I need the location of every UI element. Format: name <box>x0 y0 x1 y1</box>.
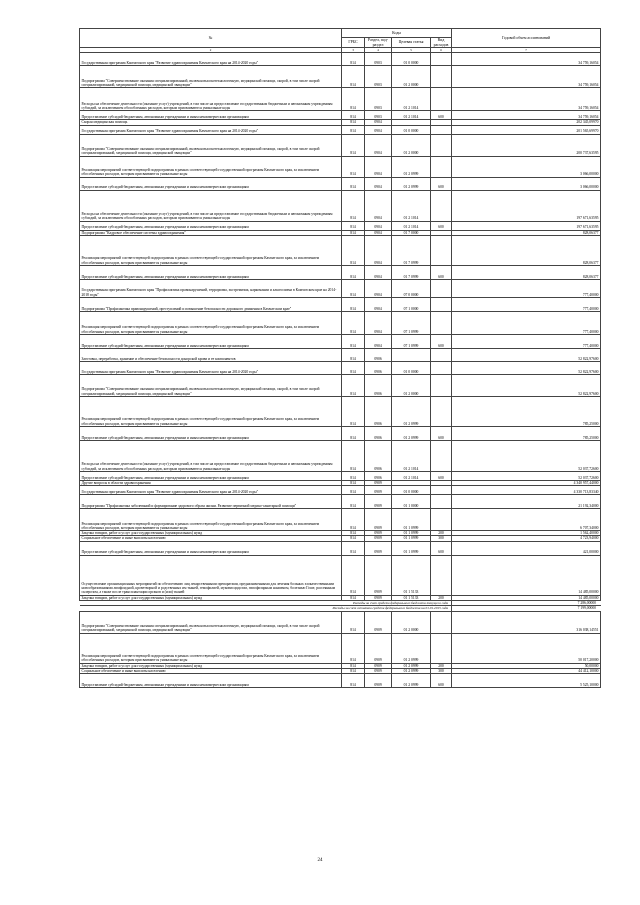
annual-sum: 201 565,69970 <box>452 125 601 134</box>
annual-sum: 52 822,97600 <box>452 361 601 374</box>
razdel-code: 0909 <box>365 595 392 600</box>
header-number: № <box>80 29 342 48</box>
target-article-code <box>392 348 431 361</box>
expense-item-name: Предоставление субсидий бюджетным, автономным учреждениям и иным некоммерческим организациям <box>80 471 342 480</box>
expense-type-code <box>431 495 452 509</box>
annual-sum: 34 759,16054 <box>452 88 601 111</box>
razdel-code: 0909 <box>365 495 392 509</box>
expense-item-name: Реализация мероприятий соответствующей подпрограммы в рамках соответствующей государственной программы Камчатского края, за исключением обособленных расходов, которым присваиваются уникальные коды <box>80 633 342 663</box>
column-number: 4 <box>365 48 392 53</box>
annual-sum: 828,06377 <box>452 230 601 235</box>
target-article-code: 01 0 0000 <box>392 53 431 66</box>
expense-item-name: Подпрограмма "Совершенствование оказания специализированной, включая высокотехнологичную, медицинской помощи, скорой, в том числе скорой специализированной, медицинской помощи, медицинской эвакуации" <box>80 611 342 633</box>
expense-type-code <box>431 156 452 177</box>
table-row <box>80 334 601 348</box>
annual-sum: 4 330 713,83340 <box>452 486 601 495</box>
razdel-code: 0904 <box>365 279 392 297</box>
table-row <box>80 190 601 221</box>
expense-type-code: 600 <box>431 541 452 555</box>
annual-sum: 421,00000 <box>452 541 601 555</box>
expense-item-name: Заготовка, переработка, хранение и обеспечение безопасности донорской крови и ее компонентов <box>80 348 342 361</box>
annual-sum: 34 759,16054 <box>452 66 601 88</box>
page-number: 24 <box>317 858 323 863</box>
table-row <box>80 134 601 156</box>
expense-item-name: Подпрограмма "Совершенствование оказания специализированной, включая высокотехнологичную, медицинской помощи, скорой, в том числе скорой специализированной, медицинской помощи, медицинской эвакуации" <box>80 66 342 88</box>
expense-type-code: 300 <box>431 668 452 673</box>
grbs-code: 814 <box>342 134 365 156</box>
note-label: Расходы за счет средств федерального бюджета текущего года <box>80 601 452 606</box>
grbs-code: 814 <box>342 536 365 541</box>
expense-type-code: 600 <box>431 674 452 688</box>
expense-item-name: Закупка товаров, работ и услуг для государственных (муниципальных) нужд <box>80 595 342 600</box>
grbs-code: 814 <box>342 611 365 633</box>
table-row <box>80 611 601 633</box>
target-article-code: 01 1 0000 <box>392 495 431 509</box>
annual-sum: 50 017,20000 <box>452 633 601 663</box>
expense-type-code <box>431 235 452 265</box>
expense-item-name: Подпрограмма "Совершенствование оказания специализированной, включая высокотехнологичную, медицинской помощи, скорой, в том числе скорой специализированной, медицинской помощи, медицинской эвакуации" <box>80 134 342 156</box>
target-article-code: 01 2 0000 <box>392 611 431 633</box>
expense-type-code: 200 <box>431 531 452 536</box>
table-row <box>80 221 601 230</box>
target-article-code: 01 2 0000 <box>392 134 431 156</box>
target-article-code: 07 1 0000 <box>392 297 431 311</box>
expense-type-code <box>431 297 452 311</box>
razdel-code: 0904 <box>365 297 392 311</box>
target-article-code: 01 0 0000 <box>392 125 431 134</box>
expense-type-code: 600 <box>431 221 452 230</box>
annual-sum: 316 038,14551 <box>452 611 601 633</box>
annual-sum: 3 066,00000 <box>452 156 601 177</box>
header-razdel: Раздел, под-раздел <box>365 38 392 48</box>
expense-type-code: 600 <box>431 111 452 120</box>
expense-type-code <box>431 555 452 595</box>
annual-sum: 6 707,34000 <box>452 509 601 531</box>
razdel-code: 0904 <box>365 311 392 334</box>
razdel-code: 0904 <box>365 265 392 279</box>
expense-item-name: Реализация мероприятий соответствующей подпрограммы в рамках соответствующей государственной программы Камчатского края, за исключением обособленных расходов, которым присваиваются уникальные коды <box>80 396 342 426</box>
expense-item-name: Скорая медицинская помощь <box>80 120 342 125</box>
grbs-code: 814 <box>342 595 365 600</box>
expense-item-name: Подпрограмма "Кадровое обеспечение системы здравоохранения" <box>80 230 342 235</box>
expense-item-name: Реализация мероприятий соответствующей подпрограммы в рамках соответствующей государственной программы Камчатского края, за исключением обособленных расходов, которым присваиваются уникальные коды <box>80 509 342 531</box>
razdel-code: 0909 <box>365 555 392 595</box>
expense-item-name: Реализация мероприятий соответствующей подпрограммы в рамках соответствующей государственной программы Камчатского края, за исключением обособленных расходов, которым присваиваются уникальные коды <box>80 235 342 265</box>
grbs-code: 814 <box>342 396 365 426</box>
target-article-code: 07 1 0999 <box>392 311 431 334</box>
razdel-code: 0909 <box>365 536 392 541</box>
grbs-code: 814 <box>342 311 365 334</box>
target-article-code: 01 7 0999 <box>392 265 431 279</box>
target-article-code: 01 2 0999 <box>392 674 431 688</box>
expense-item-name: Предоставление субсидий бюджетным, автономным учреждениям и иным некоммерческим организациям <box>80 265 342 279</box>
target-article-code: 01 1 0999 <box>392 536 431 541</box>
expense-type-code <box>431 348 452 361</box>
annual-sum: 52 037,72600 <box>452 471 601 480</box>
annual-sum: 14 485,00000 <box>452 555 601 595</box>
header-annual-sum: Годовой объем ассигнований <box>452 29 601 48</box>
table-row <box>80 125 601 134</box>
annual-sum: 777,40000 <box>452 279 601 297</box>
expense-item-name: Предоставление субсидий бюджетным, автономным учреждениям и иным некоммерческим организациям <box>80 541 342 555</box>
grbs-code: 814 <box>342 111 365 120</box>
grbs-code: 814 <box>342 374 365 396</box>
expense-item-name: Государственная программа Камчатского края "Профилактика правонарушений, терроризма, экстремизма, наркомании и алкоголизма в Камчатском крае на 2014-2018 годы" <box>80 279 342 297</box>
header-grbs: ГРБС <box>342 38 365 48</box>
razdel-code: 0909 <box>365 509 392 531</box>
target-article-code: 01 2 1014 <box>392 440 431 471</box>
razdel-code: 0909 <box>365 633 392 663</box>
table-row <box>80 88 601 111</box>
note-sum: 7 286,00000 <box>452 601 601 606</box>
column-number: 2 <box>80 48 342 53</box>
razdel-code: 0904 <box>365 120 392 125</box>
expense-type-code: 600 <box>431 471 452 480</box>
expense-type-code: 200 <box>431 663 452 668</box>
annual-sum: 828,06377 <box>452 235 601 265</box>
target-article-code: 01 7 0999 <box>392 235 431 265</box>
grbs-code: 814 <box>342 531 365 536</box>
razdel-code: 0903 <box>365 53 392 66</box>
target-article-code: 01 1 0999 <box>392 541 431 555</box>
table-row <box>80 111 601 120</box>
annual-sum: 3 066,00000 <box>452 177 601 190</box>
target-article-code: 01 2 0999 <box>392 668 431 673</box>
table-row <box>80 374 601 396</box>
grbs-code: 814 <box>342 471 365 480</box>
note-label: Расходы за счет остатков средств федерального бюджета на 01.01.2015 года <box>80 606 452 611</box>
grbs-code: 814 <box>342 480 365 485</box>
expense-type-code <box>431 361 452 374</box>
expense-type-code <box>431 396 452 426</box>
expense-item-name: Государственная программа Камчатского края "Развитие здравоохранения Камчатского края на 2014-2020 годы" <box>80 125 342 134</box>
grbs-code: 814 <box>342 265 365 279</box>
grbs-code: 814 <box>342 156 365 177</box>
target-article-code: 01 2 0999 <box>392 177 431 190</box>
annual-sum: 21 192,34000 <box>452 495 601 509</box>
razdel-code: 0904 <box>365 134 392 156</box>
expense-item-name: Осуществление организационных мероприятий по обеспечению лиц лекарственными препаратами, предназначенными для лечения больных злокачественными новообразованиями лимфоидной, кроветворной и родственных им тканей, гемофилией, муковисцидозом, гипофизарным нанизмом, болезнью Гоше, рассеянным склерозом, а также после трансплантации органов и (или) тканей <box>80 555 342 595</box>
annual-sum: 4 340 957,44000 <box>452 480 601 485</box>
grbs-code: 814 <box>342 190 365 221</box>
table-row <box>80 541 601 555</box>
grbs-code: 814 <box>342 541 365 555</box>
expense-type-code: 600 <box>431 177 452 190</box>
table-row <box>80 555 601 595</box>
razdel-code: 0904 <box>365 235 392 265</box>
annual-sum: 777,40000 <box>452 311 601 334</box>
expense-type-code: 600 <box>431 265 452 279</box>
expense-item-name: Предоставление субсидий бюджетным, автономным учреждениям и иным некоммерческим организациям <box>80 221 342 230</box>
grbs-code: 814 <box>342 495 365 509</box>
target-article-code: 01 2 0999 <box>392 663 431 668</box>
razdel-code: 0904 <box>365 221 392 230</box>
grbs-code: 814 <box>342 674 365 688</box>
expense-type-code: 300 <box>431 536 452 541</box>
expense-item-name: Социальное обеспечение и иные выплаты населению <box>80 668 342 673</box>
expense-item-name: Подпрограмма "Совершенствование оказания специализированной, включая высокотехнологичную, медицинской помощи, скорой, в том числе скорой специализированной, медицинской помощи, медицинской эвакуации" <box>80 374 342 396</box>
razdel-code: 0906 <box>365 348 392 361</box>
table-row <box>80 297 601 311</box>
expense-type-code <box>431 88 452 111</box>
expense-item-name: Другие вопросы в области здравоохранения <box>80 480 342 485</box>
header-codes-group: Коды <box>342 29 452 38</box>
table-row <box>80 486 601 495</box>
grbs-code: 814 <box>342 125 365 134</box>
expense-type-code <box>431 633 452 663</box>
expense-item-name: Предоставление субсидий бюджетным, автономным учреждениям и иным некоммерческим организациям <box>80 111 342 120</box>
razdel-code: 0904 <box>365 125 392 134</box>
expense-item-name: Предоставление субсидий бюджетным, автономным учреждениям и иным некоммерческим организациям <box>80 426 342 440</box>
annual-sum: 785,25000 <box>452 396 601 426</box>
grbs-code: 814 <box>342 120 365 125</box>
annual-sum: 52 037,72600 <box>452 440 601 471</box>
razdel-code: 0909 <box>365 611 392 633</box>
table-row <box>80 509 601 531</box>
grbs-code: 814 <box>342 66 365 88</box>
grbs-code: 814 <box>342 297 365 311</box>
expense-item-name: Подпрограмма "Профилактика заболеваний и формирование здорового образа жизни. Развитие первичной медико-санитарной помощи" <box>80 495 342 509</box>
target-article-code: 01 2 0000 <box>392 374 431 396</box>
table-row <box>80 177 601 190</box>
column-number: 3 <box>342 48 365 53</box>
expense-item-name: Предоставление субсидий бюджетным, автономным учреждениям и иным некоммерческим организациям <box>80 334 342 348</box>
razdel-code: 0904 <box>365 177 392 190</box>
expense-item-name: Закупка товаров, работ и услуг для государственных (муниципальных) нужд <box>80 531 342 536</box>
table-row <box>80 279 601 297</box>
expense-type-code <box>431 611 452 633</box>
expense-type-code <box>431 53 452 66</box>
table-row <box>80 361 601 374</box>
razdel-code: 0909 <box>365 541 392 555</box>
table-row <box>80 495 601 509</box>
annual-sum: 828,06377 <box>452 265 601 279</box>
annual-sum: 785,25000 <box>452 426 601 440</box>
grbs-code: 814 <box>342 633 365 663</box>
table-row <box>80 53 601 66</box>
razdel-code: 0909 <box>365 674 392 688</box>
target-article-code: 01 2 1014 <box>392 471 431 480</box>
annual-sum: 197 671,63595 <box>452 221 601 230</box>
grbs-code: 814 <box>342 235 365 265</box>
expense-type-code <box>431 190 452 221</box>
target-article-code: 07 1 0999 <box>392 334 431 348</box>
expense-type-code <box>431 509 452 531</box>
target-article-code: 01 1 5133 <box>392 555 431 595</box>
expense-item-name: Государственная программа Камчатского края "Развитие здравоохранения Камчатского края на 2014-2020 годы" <box>80 361 342 374</box>
razdel-code: 0909 <box>365 663 392 668</box>
expense-item-name: Государственная программа Камчатского края "Развитие здравоохранения Камчатского края на 2014-2020 годы" <box>80 53 342 66</box>
table-row <box>80 265 601 279</box>
table-row <box>80 674 601 688</box>
razdel-code: 0909 <box>365 480 392 485</box>
razdel-code: 0906 <box>365 471 392 480</box>
razdel-code: 0909 <box>365 531 392 536</box>
grbs-code: 814 <box>342 440 365 471</box>
razdel-code: 0903 <box>365 66 392 88</box>
target-article-code: 01 2 1014 <box>392 88 431 111</box>
grbs-code: 814 <box>342 555 365 595</box>
table-row <box>80 396 601 426</box>
target-article-code: 01 1 0999 <box>392 509 431 531</box>
annual-sum: 200 737,63595 <box>452 134 601 156</box>
target-article-code: 01 2 0999 <box>392 426 431 440</box>
expense-item-name: Реализация мероприятий соответствующей подпрограммы в рамках соответствующей государственной программы Камчатского края, за исключением обособленных расходов, которым присваиваются уникальные коды <box>80 156 342 177</box>
expense-type-code <box>431 66 452 88</box>
razdel-code: 0904 <box>365 230 392 235</box>
table-row <box>80 440 601 471</box>
razdel-code: 0903 <box>365 88 392 111</box>
expense-type-code <box>431 279 452 297</box>
razdel-code: 0906 <box>365 374 392 396</box>
table-row <box>80 633 601 663</box>
grbs-code: 814 <box>342 361 365 374</box>
grbs-code: 814 <box>342 221 365 230</box>
expense-item-name: Расходы на обеспечение деятельности (оказание услуг) учреждений, в том числе на предоставление государственным бюджетным и автономным учреждениям субсидий, за исключением обособленных расходов, которым присваиваются уникальные коды <box>80 440 342 471</box>
grbs-code: 814 <box>342 663 365 668</box>
expense-item-name: Государственная программа Камчатского края "Развитие здравоохранения Камчатского края на 2014-2020 годы" <box>80 486 342 495</box>
annual-sum: 202 345,09970 <box>452 120 601 125</box>
annual-sum: 52 822,97600 <box>452 374 601 396</box>
table-row <box>80 235 601 265</box>
annual-sum: 44 412,10000 <box>452 668 601 673</box>
annual-sum: 197 671,63595 <box>452 190 601 221</box>
column-number: 6 <box>431 48 452 53</box>
annual-sum: 4 723,94000 <box>452 536 601 541</box>
target-article-code: 01 0 0000 <box>392 486 431 495</box>
target-article-code: 01 0 0000 <box>392 361 431 374</box>
razdel-code: 0903 <box>365 111 392 120</box>
grbs-code: 814 <box>342 279 365 297</box>
razdel-code: 0904 <box>365 190 392 221</box>
target-article-code: 01 2 0999 <box>392 156 431 177</box>
expense-type-code <box>431 440 452 471</box>
table-header <box>80 29 601 53</box>
expense-item-name: Предоставление субсидий бюджетным, автономным учреждениям и иным некоммерческим организациям <box>80 674 342 688</box>
razdel-code: 0906 <box>365 396 392 426</box>
table-row <box>80 311 601 334</box>
razdel-code: 0906 <box>365 426 392 440</box>
note-sum: 7 199,00000 <box>452 606 601 611</box>
expense-item-name: Расходы на обеспечение деятельности (оказание услуг) учреждений, в том числе на предоставление государственным бюджетным и автономным учреждениям субсидий, за исключением обособленных расходов, которым присваиваются уникальные коды <box>80 190 342 221</box>
grbs-code: 814 <box>342 426 365 440</box>
annual-sum: 52 822,97600 <box>452 348 601 361</box>
grbs-code: 814 <box>342 334 365 348</box>
budget-table <box>79 28 601 688</box>
expense-item-name: Предоставление субсидий бюджетным, автономным учреждениям и иным некоммерческим организациям <box>80 177 342 190</box>
expense-type-code <box>431 125 452 134</box>
razdel-code: 0904 <box>365 334 392 348</box>
annual-sum: 777,40000 <box>452 334 601 348</box>
razdel-code: 0909 <box>365 486 392 495</box>
expense-item-name: Расходы на обеспечение деятельности (оказание услуг) учреждений, в том числе на предоставление государственным бюджетным и автономным учреждениям субсидий, за исключением обособленных расходов, которым присваиваются уникальные коды <box>80 88 342 111</box>
expense-item-name: Подпрограмма "Профилактика правонарушений, преступлений и повышение безопасности дорожного движения в Камчатском крае" <box>80 297 342 311</box>
razdel-code: 0909 <box>365 668 392 673</box>
annual-sum: 34 759,16054 <box>452 53 601 66</box>
target-article-code: 01 2 1014 <box>392 111 431 120</box>
grbs-code: 814 <box>342 177 365 190</box>
expense-item-name: Реализация мероприятий соответствующей подпрограммы в рамках соответствующей государственной программы Камчатского края, за исключением обособленных расходов, которым присваиваются уникальные коды <box>80 311 342 334</box>
annual-sum: 5 525,10000 <box>452 674 601 688</box>
target-article-code: 01 2 0999 <box>392 633 431 663</box>
grbs-code: 814 <box>342 509 365 531</box>
target-article-code: 07 0 0000 <box>392 279 431 297</box>
expense-item-name: Социальное обеспечение и иные выплаты населению <box>80 536 342 541</box>
expense-type-code <box>431 374 452 396</box>
table-row <box>80 471 601 480</box>
target-article-code: 01 7 0000 <box>392 230 431 235</box>
header-vid: Вид расходов <box>431 38 452 48</box>
grbs-code: 814 <box>342 230 365 235</box>
annual-sum: 777,40000 <box>452 297 601 311</box>
table-row <box>80 66 601 88</box>
annual-sum: 1 562,40000 <box>452 531 601 536</box>
grbs-code: 814 <box>342 348 365 361</box>
target-article-code: 01 2 0000 <box>392 66 431 88</box>
table-row <box>80 426 601 440</box>
expense-type-code <box>431 134 452 156</box>
expense-item-name: Закупка товаров, работ и услуг для государственных (муниципальных) нужд <box>80 663 342 668</box>
annual-sum: 50,00000 <box>452 663 601 668</box>
razdel-code: 0906 <box>365 361 392 374</box>
annual-sum: 34 759,16054 <box>452 111 601 120</box>
target-article-code: 01 2 1014 <box>392 190 431 221</box>
expense-type-code: 200 <box>431 595 452 600</box>
table-row <box>80 348 601 361</box>
table-row <box>80 156 601 177</box>
annual-sum: 14 485,00000 <box>452 595 601 600</box>
grbs-code: 814 <box>342 668 365 673</box>
header-celevaya: Целевая статья <box>392 38 431 48</box>
column-number: 5 <box>392 48 431 53</box>
grbs-code: 814 <box>342 486 365 495</box>
target-article-code: 01 1 0999 <box>392 531 431 536</box>
table-body <box>80 53 601 688</box>
target-article-code: 01 1 5133 <box>392 595 431 600</box>
razdel-code: 0906 <box>365 440 392 471</box>
expense-type-code: 600 <box>431 426 452 440</box>
razdel-code: 0904 <box>365 156 392 177</box>
target-article-code: 01 2 1014 <box>392 221 431 230</box>
target-article-code: 01 2 0999 <box>392 396 431 426</box>
grbs-code: 814 <box>342 53 365 66</box>
expense-type-code: 600 <box>431 334 452 348</box>
expense-type-code <box>431 486 452 495</box>
expense-type-code <box>431 311 452 334</box>
grbs-code: 814 <box>342 88 365 111</box>
column-number: 7 <box>452 48 601 53</box>
